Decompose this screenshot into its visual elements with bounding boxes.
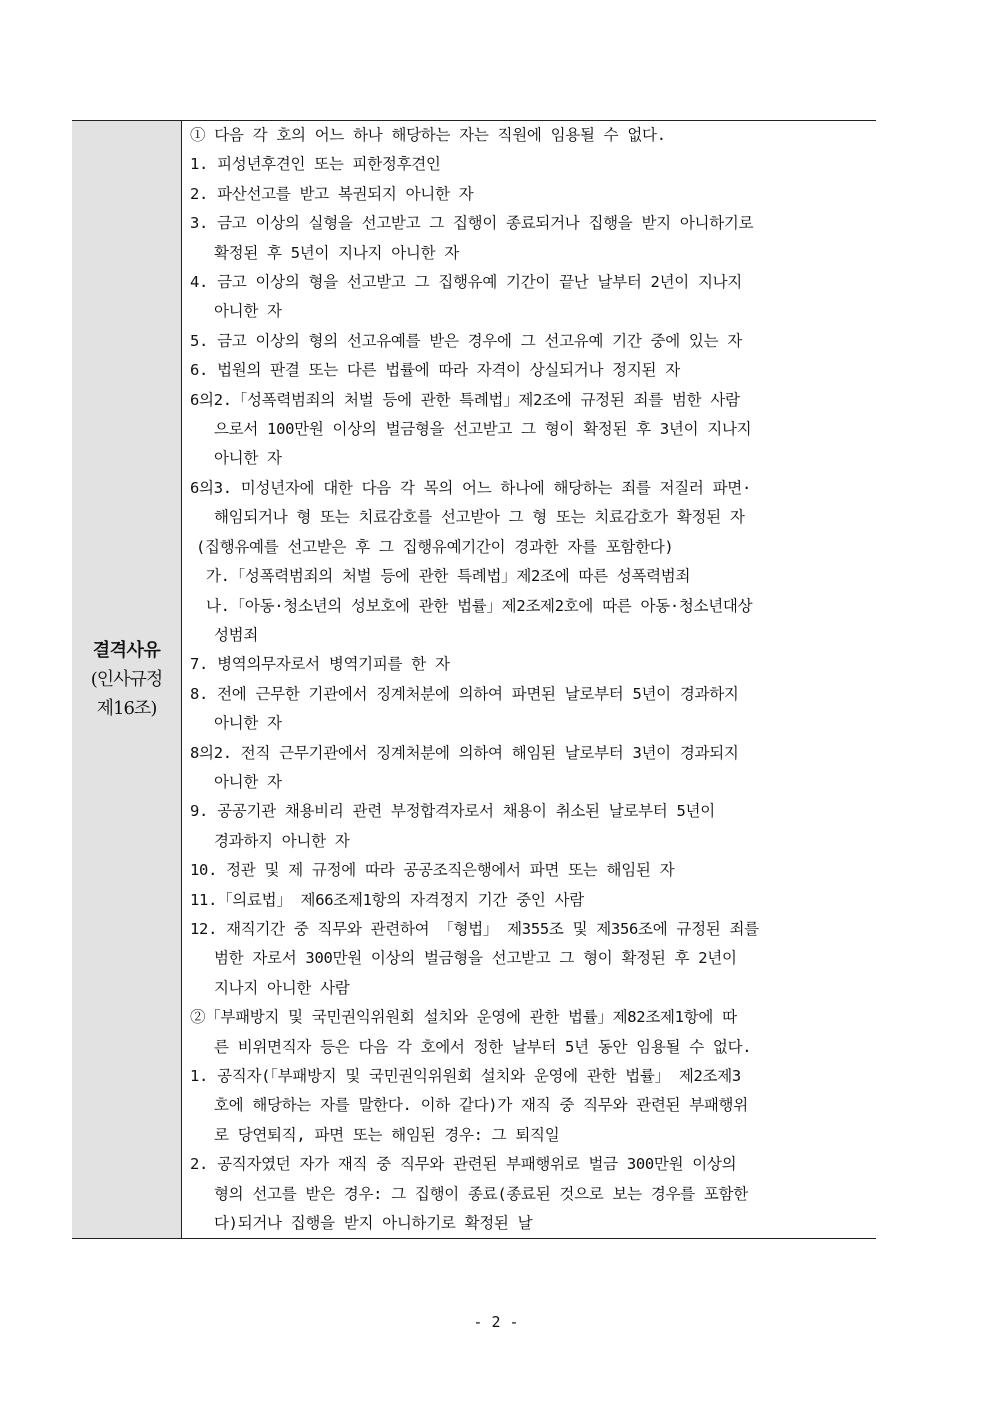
item-12-cont-1: 범한 자로서 300만원 이상의 벌금형을 선고받고 그 형이 확정된 후 2년이 [214, 949, 737, 968]
clause-content-cell [182, 121, 876, 1238]
item-6-3-sub-na: 나.「아동·청소년의 성보호에 관한 법률」제2조제2호에 따른 아동·청소년대상 [206, 596, 753, 615]
item-4: 4. 금고 이상의 형을 선고받고 그 집행유예 기간이 끝난 날부터 2년이 지나지 [190, 273, 742, 292]
clause-2-item-1-cont-2: 로 당연퇴직, 파면 또는 해임된 경우: 그 퇴직일 [214, 1125, 560, 1144]
item-8-cont: 아니한 자 [214, 714, 282, 733]
item-12-cont-2: 지나지 아니한 사람 [214, 978, 350, 997]
clause-2-intro-cont: 른 비위면직자 등은 다음 각 호에서 정한 날부터 5년 동안 임용될 수 없다. [214, 1037, 752, 1056]
row-header-cell [72, 121, 182, 1238]
item-8: 8. 전에 근무한 기관에서 징계처분에 의하여 파면된 날로부터 5년이 경과하지 [190, 684, 739, 703]
item-12: 12. 재직기간 중 직무와 관련하여 「형법」 제355조 및 제356조에 규정된 죄를 [190, 919, 759, 938]
item-11: 11.「의료법」 제66조제1항의 자격정지 기간 중인 사람 [190, 890, 584, 909]
item-6-3-sub-ga: 가.「성폭력범죄의 처벌 등에 관한 특례법」제2조에 따른 성폭력범죄 [206, 567, 691, 586]
row-header-subtitle-1: (인사규정 [90, 669, 163, 691]
item-8-2-cont: 아니한 자 [214, 772, 282, 791]
item-1: 1. 피성년후견인 또는 피한정후견인 [190, 155, 441, 174]
item-6-2-cont-2: 아니한 자 [214, 449, 282, 468]
clause-2-intro: ②「부패방지 및 국민권익위원회 설치와 운영에 관한 법률」제82조제1항에 따 [190, 1008, 737, 1027]
clause-2-item-2: 2. 공직자였던 자가 재직 중 직무와 관련된 부패행위로 벌금 300만원 이상의 [190, 1155, 737, 1174]
item-6-2: 6의2.「성폭력범죄의 처벌 등에 관한 특례법」제2조에 규정된 죄를 범한 사람 [190, 390, 740, 409]
item-8-2: 8의2. 전직 근무기관에서 징계처분에 의하여 해임된 날로부터 3년이 경과되지 [190, 743, 739, 762]
item-5: 5. 금고 이상의 형의 선고유예를 받은 경우에 그 선고유예 기간 중에 있는 자 [190, 331, 742, 350]
clause-2-item-2-cont-2: 다)되거나 집행을 받지 아니하기로 확정된 날 [214, 1214, 533, 1233]
item-6-3-cont-1: 해임되거나 형 또는 치료감호를 선고받아 그 형 또는 치료감호가 확정된 자 [214, 508, 745, 527]
item-9-cont: 경과하지 아니한 자 [214, 831, 350, 850]
clause-2-item-1-cont-1: 호에 해당하는 자를 말한다. 이하 같다)가 재직 중 직무와 관련된 부패행위 [214, 1096, 748, 1115]
item-10: 10. 정관 및 제 규정에 따라 공공조직은행에서 파면 또는 해임된 자 [190, 861, 675, 880]
item-6-2-cont-1: 으로서 100만원 이상의 벌금형을 선고받고 그 형이 확정된 후 3년이 지나지 [214, 420, 752, 439]
item-6-3-sub-na-cont: 성범죄 [214, 625, 259, 644]
item-3-cont: 확정된 후 5년이 지나지 아니한 자 [214, 243, 459, 262]
item-9: 9. 공공기관 채용비리 관련 부정합격자로서 채용이 취소된 날로부터 5년이 [190, 802, 715, 821]
item-6-3-cont-2: (집행유예를 선고받은 후 그 집행유예기간이 경과한 자를 포함한다) [196, 537, 674, 556]
row-header-title: 결격사유 [92, 640, 161, 662]
item-6-3: 6의3. 미성년자에 대한 다음 각 목의 어느 하나에 해당하는 죄를 저질러 파면· [190, 478, 751, 497]
item-3: 3. 금고 이상의 실형을 선고받고 그 집행이 종료되거나 집행을 받지 아니하기로 [190, 214, 754, 233]
item-4-cont: 아니한 자 [214, 302, 282, 321]
clause-2-item-1: 1. 공직자(「부패방지 및 국민권익위원회 설치와 운영에 관한 법률」 제2조제3 [190, 1067, 741, 1085]
page-number: - 2 - [473, 1313, 519, 1331]
clause-2-item-2-cont-1: 형의 선고를 받은 경우: 그 집행이 종료(종료된 것으로 보는 경우를 포함한 [214, 1184, 748, 1203]
item-2: 2. 파산선고를 받고 복권되지 아니한 자 [190, 184, 474, 203]
clause-1-intro: ① 다음 각 호의 어느 하나 해당하는 자는 직원에 임용될 수 없다. [190, 126, 666, 144]
row-header-subtitle-2: 제16조) [96, 698, 157, 720]
item-7: 7. 병역의무자로서 병역기피를 한 자 [190, 655, 450, 674]
disqualification-table [72, 120, 876, 1239]
item-6: 6. 법원의 판결 또는 다른 법률에 따라 자격이 상실되거나 정지된 자 [190, 361, 680, 380]
